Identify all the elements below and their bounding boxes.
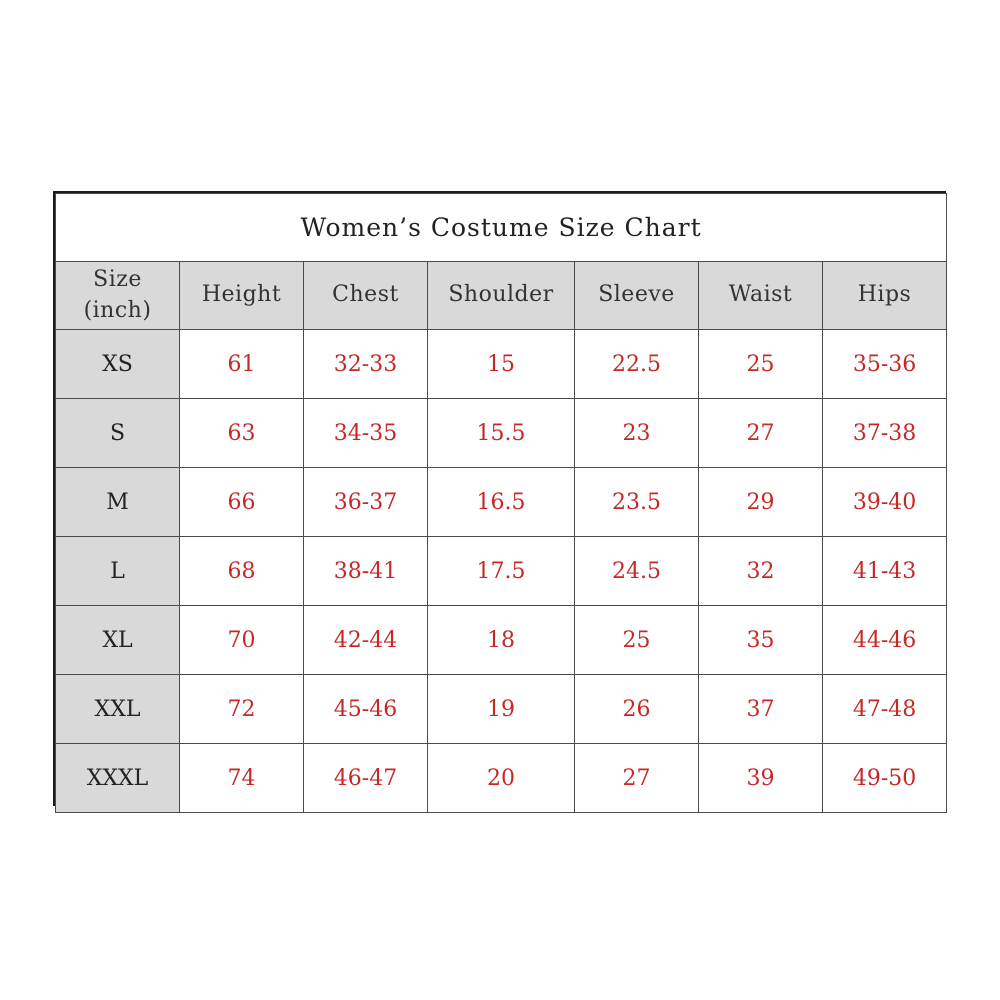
size-label: S [56, 399, 180, 468]
header-size-line-2: (inch) [83, 297, 152, 323]
value-shoulder: 18 [428, 606, 575, 675]
value-height: 68 [180, 537, 304, 606]
value-sleeve: 27 [575, 744, 699, 813]
value-hips: 41-43 [823, 537, 947, 606]
value-chest: 46-47 [304, 744, 428, 813]
value-height: 63 [180, 399, 304, 468]
value-shoulder: 16.5 [428, 468, 575, 537]
value-chest: 38-41 [304, 537, 428, 606]
value-waist: 29 [699, 468, 823, 537]
header-shoulder: Shoulder [428, 262, 575, 330]
value-waist: 25 [699, 330, 823, 399]
size-label: XXL [56, 675, 180, 744]
header-hips: Hips [823, 262, 947, 330]
size-chart [53, 191, 946, 806]
value-chest: 45-46 [304, 675, 428, 744]
value-chest: 36-37 [304, 468, 428, 537]
value-shoulder: 17.5 [428, 537, 575, 606]
header-size-line-1: Size [93, 266, 142, 292]
table-row [56, 468, 947, 537]
value-sleeve: 24.5 [575, 537, 699, 606]
value-chest: 32-33 [304, 330, 428, 399]
table-row [56, 330, 947, 399]
table-row [56, 537, 947, 606]
value-height: 74 [180, 744, 304, 813]
header-sleeve: Sleeve [575, 262, 699, 330]
value-sleeve: 23 [575, 399, 699, 468]
header-chest: Chest [304, 262, 428, 330]
value-waist: 27 [699, 399, 823, 468]
size-label: XS [56, 330, 180, 399]
value-height: 72 [180, 675, 304, 744]
header-row [56, 262, 947, 330]
chart-title: Women’s Costume Size Chart [56, 194, 947, 262]
header-waist: Waist [699, 262, 823, 330]
table-row [56, 399, 947, 468]
value-height: 61 [180, 330, 304, 399]
table-row [56, 675, 947, 744]
value-sleeve: 23.5 [575, 468, 699, 537]
value-hips: 47-48 [823, 675, 947, 744]
table-row [56, 606, 947, 675]
value-shoulder: 20 [428, 744, 575, 813]
header-size [56, 262, 180, 330]
table-row [56, 744, 947, 813]
value-height: 66 [180, 468, 304, 537]
header-height: Height [180, 262, 304, 330]
size-label: L [56, 537, 180, 606]
size-label: M [56, 468, 180, 537]
value-hips: 35-36 [823, 330, 947, 399]
value-hips: 44-46 [823, 606, 947, 675]
value-sleeve: 26 [575, 675, 699, 744]
value-chest: 42-44 [304, 606, 428, 675]
value-sleeve: 25 [575, 606, 699, 675]
value-hips: 37-38 [823, 399, 947, 468]
value-waist: 37 [699, 675, 823, 744]
value-shoulder: 15 [428, 330, 575, 399]
value-chest: 34-35 [304, 399, 428, 468]
value-shoulder: 15.5 [428, 399, 575, 468]
size-label: XL [56, 606, 180, 675]
value-height: 70 [180, 606, 304, 675]
value-hips: 49-50 [823, 744, 947, 813]
value-waist: 39 [699, 744, 823, 813]
size-chart-table [55, 193, 947, 813]
size-label: XXXL [56, 744, 180, 813]
value-sleeve: 22.5 [575, 330, 699, 399]
value-waist: 32 [699, 537, 823, 606]
value-shoulder: 19 [428, 675, 575, 744]
value-waist: 35 [699, 606, 823, 675]
value-hips: 39-40 [823, 468, 947, 537]
